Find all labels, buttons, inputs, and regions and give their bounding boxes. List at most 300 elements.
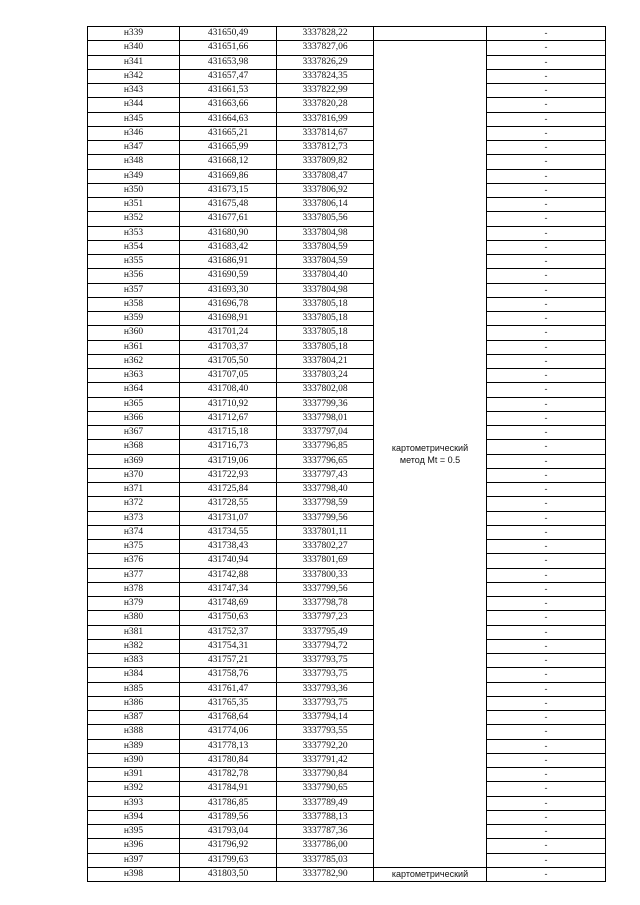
method-cell-empty	[374, 27, 487, 41]
accuracy-cell: -	[487, 354, 606, 368]
x-coordinate-cell: 431738,43	[180, 540, 277, 554]
y-coordinate-cell: 3337787,36	[277, 825, 374, 839]
method-cell	[374, 41, 487, 868]
point-id-cell: н344	[88, 98, 180, 112]
y-coordinate-cell: 3337824,35	[277, 69, 374, 83]
point-id-cell: н347	[88, 141, 180, 155]
point-id-cell: н387	[88, 711, 180, 725]
point-id-cell: н397	[88, 853, 180, 867]
y-coordinate-cell: 3337790,84	[277, 768, 374, 782]
y-coordinate-cell: 3337802,08	[277, 383, 374, 397]
point-id-cell: н369	[88, 454, 180, 468]
point-id-cell: н351	[88, 198, 180, 212]
y-coordinate-cell: 3337782,90	[277, 867, 374, 881]
accuracy-cell: -	[487, 240, 606, 254]
y-coordinate-cell: 3337790,65	[277, 782, 374, 796]
x-coordinate-cell: 431731,07	[180, 511, 277, 525]
table-row	[88, 654, 606, 668]
point-id-cell: н340	[88, 41, 180, 55]
accuracy-cell: -	[487, 55, 606, 69]
x-coordinate-cell: 431668,12	[180, 155, 277, 169]
y-coordinate-cell: 3337793,75	[277, 668, 374, 682]
table-row	[88, 126, 606, 140]
accuracy-cell: -	[487, 84, 606, 98]
y-coordinate-cell: 3337812,73	[277, 141, 374, 155]
point-id-cell: н379	[88, 597, 180, 611]
point-id-cell: н356	[88, 269, 180, 283]
y-coordinate-cell: 3337796,85	[277, 440, 374, 454]
y-coordinate-cell: 3337804,21	[277, 354, 374, 368]
x-coordinate-cell: 431701,24	[180, 326, 277, 340]
method-cell-last: картометрический	[374, 867, 487, 881]
y-coordinate-cell: 3337805,56	[277, 212, 374, 226]
point-id-cell: н346	[88, 126, 180, 140]
x-coordinate-cell: 431661,53	[180, 84, 277, 98]
x-coordinate-cell: 431774,06	[180, 725, 277, 739]
accuracy-cell: -	[487, 825, 606, 839]
table-row	[88, 839, 606, 853]
y-coordinate-cell: 3337797,43	[277, 468, 374, 482]
accuracy-cell: -	[487, 198, 606, 212]
point-id-cell: н385	[88, 682, 180, 696]
table-row	[88, 55, 606, 69]
point-id-cell: н358	[88, 297, 180, 311]
accuracy-cell: -	[487, 112, 606, 126]
table-row	[88, 354, 606, 368]
table-row	[88, 597, 606, 611]
y-coordinate-cell: 3337793,36	[277, 682, 374, 696]
y-coordinate-cell: 3337788,13	[277, 810, 374, 824]
x-coordinate-cell: 431752,37	[180, 625, 277, 639]
table-row	[88, 98, 606, 112]
table-row	[88, 212, 606, 226]
accuracy-cell: -	[487, 169, 606, 183]
x-coordinate-cell: 431696,78	[180, 297, 277, 311]
x-coordinate-cell: 431780,84	[180, 753, 277, 767]
accuracy-cell: -	[487, 682, 606, 696]
accuracy-cell: -	[487, 126, 606, 140]
x-coordinate-cell: 431728,55	[180, 497, 277, 511]
table-row	[88, 255, 606, 269]
y-coordinate-cell: 3337799,56	[277, 582, 374, 596]
y-coordinate-cell: 3337805,18	[277, 312, 374, 326]
table-row	[88, 782, 606, 796]
x-coordinate-cell: 431742,88	[180, 568, 277, 582]
x-coordinate-cell: 431786,85	[180, 796, 277, 810]
x-coordinate-cell: 431725,84	[180, 483, 277, 497]
y-coordinate-cell: 3337798,78	[277, 597, 374, 611]
table-row	[88, 69, 606, 83]
point-id-cell: н345	[88, 112, 180, 126]
y-coordinate-cell: 3337806,14	[277, 198, 374, 212]
x-coordinate-cell: 431793,04	[180, 825, 277, 839]
point-id-cell: н392	[88, 782, 180, 796]
y-coordinate-cell: 3337801,69	[277, 554, 374, 568]
table-row	[88, 155, 606, 169]
accuracy-cell: -	[487, 383, 606, 397]
accuracy-cell: -	[487, 155, 606, 169]
table-row	[88, 696, 606, 710]
table-row	[88, 725, 606, 739]
accuracy-cell: -	[487, 426, 606, 440]
x-coordinate-cell: 431750,63	[180, 611, 277, 625]
point-id-cell: н381	[88, 625, 180, 639]
x-coordinate-cell: 431712,67	[180, 411, 277, 425]
accuracy-cell: -	[487, 810, 606, 824]
y-coordinate-cell: 3337791,42	[277, 753, 374, 767]
y-coordinate-cell: 3337804,59	[277, 255, 374, 269]
point-id-cell: н390	[88, 753, 180, 767]
point-id-cell: н377	[88, 568, 180, 582]
table-row	[88, 582, 606, 596]
table-row	[88, 711, 606, 725]
accuracy-cell: -	[487, 27, 606, 41]
point-id-cell: н393	[88, 796, 180, 810]
accuracy-cell: -	[487, 397, 606, 411]
point-id-cell: н372	[88, 497, 180, 511]
table-row	[88, 397, 606, 411]
point-id-cell: н353	[88, 226, 180, 240]
table-row	[88, 169, 606, 183]
y-coordinate-cell: 3337814,67	[277, 126, 374, 140]
table-row	[88, 141, 606, 155]
y-coordinate-cell: 3337797,23	[277, 611, 374, 625]
accuracy-cell: -	[487, 753, 606, 767]
y-coordinate-cell: 3337820,28	[277, 98, 374, 112]
accuracy-cell: -	[487, 625, 606, 639]
point-id-cell: н398	[88, 867, 180, 881]
y-coordinate-cell: 3337804,98	[277, 226, 374, 240]
y-coordinate-cell: 3337799,56	[277, 511, 374, 525]
table-row	[88, 383, 606, 397]
x-coordinate-cell: 431657,47	[180, 69, 277, 83]
table-row	[88, 639, 606, 653]
table-row	[88, 796, 606, 810]
x-coordinate-cell: 431664,63	[180, 112, 277, 126]
accuracy-cell: -	[487, 183, 606, 197]
table-row	[88, 682, 606, 696]
x-coordinate-cell: 431784,91	[180, 782, 277, 796]
point-id-cell: н370	[88, 468, 180, 482]
y-coordinate-cell: 3337785,03	[277, 853, 374, 867]
point-id-cell: н348	[88, 155, 180, 169]
accuracy-cell: -	[487, 497, 606, 511]
point-id-cell: н366	[88, 411, 180, 425]
point-id-cell: н368	[88, 440, 180, 454]
y-coordinate-cell: 3337799,36	[277, 397, 374, 411]
accuracy-cell: -	[487, 796, 606, 810]
y-coordinate-cell: 3337793,75	[277, 654, 374, 668]
x-coordinate-cell: 431768,64	[180, 711, 277, 725]
point-id-cell: н371	[88, 483, 180, 497]
x-coordinate-cell: 431683,42	[180, 240, 277, 254]
accuracy-cell: -	[487, 511, 606, 525]
table-row	[88, 240, 606, 254]
table-row	[88, 340, 606, 354]
table-row	[88, 853, 606, 867]
point-id-cell: н357	[88, 283, 180, 297]
x-coordinate-cell: 431703,37	[180, 340, 277, 354]
y-coordinate-cell: 3337805,18	[277, 326, 374, 340]
coordinates-table	[87, 26, 606, 882]
accuracy-cell: -	[487, 269, 606, 283]
y-coordinate-cell: 3337792,20	[277, 739, 374, 753]
accuracy-cell: -	[487, 540, 606, 554]
accuracy-cell: -	[487, 468, 606, 482]
table-row	[88, 198, 606, 212]
point-id-cell: н355	[88, 255, 180, 269]
accuracy-cell: -	[487, 739, 606, 753]
x-coordinate-cell: 431698,91	[180, 312, 277, 326]
y-coordinate-cell: 3337786,00	[277, 839, 374, 853]
accuracy-cell: -	[487, 768, 606, 782]
y-coordinate-cell: 3337816,99	[277, 112, 374, 126]
y-coordinate-cell: 3337793,75	[277, 696, 374, 710]
x-coordinate-cell: 431663,66	[180, 98, 277, 112]
y-coordinate-cell: 3337802,27	[277, 540, 374, 554]
x-coordinate-cell: 431707,05	[180, 369, 277, 383]
accuracy-cell: -	[487, 782, 606, 796]
table-row	[88, 497, 606, 511]
y-coordinate-cell: 3337801,11	[277, 525, 374, 539]
x-coordinate-cell: 431680,90	[180, 226, 277, 240]
point-id-cell: н360	[88, 326, 180, 340]
accuracy-cell: -	[487, 255, 606, 269]
x-coordinate-cell: 431765,35	[180, 696, 277, 710]
point-id-cell: н362	[88, 354, 180, 368]
point-id-cell: н375	[88, 540, 180, 554]
y-coordinate-cell: 3337804,59	[277, 240, 374, 254]
accuracy-cell: -	[487, 639, 606, 653]
y-coordinate-cell: 3337826,29	[277, 55, 374, 69]
table-row	[88, 183, 606, 197]
y-coordinate-cell: 3337797,04	[277, 426, 374, 440]
x-coordinate-cell: 431782,78	[180, 768, 277, 782]
table-row	[88, 326, 606, 340]
accuracy-cell: -	[487, 312, 606, 326]
method-label-line2: метод Mt = 0.5	[399, 455, 461, 465]
table-row	[88, 426, 606, 440]
table-row	[88, 768, 606, 782]
point-id-cell: н349	[88, 169, 180, 183]
accuracy-cell: -	[487, 582, 606, 596]
point-id-cell: н386	[88, 696, 180, 710]
x-coordinate-cell: 431677,61	[180, 212, 277, 226]
point-id-cell: н367	[88, 426, 180, 440]
point-id-cell: н359	[88, 312, 180, 326]
accuracy-cell: -	[487, 98, 606, 112]
accuracy-cell: -	[487, 226, 606, 240]
table-row	[88, 312, 606, 326]
x-coordinate-cell: 431675,48	[180, 198, 277, 212]
x-coordinate-cell: 431653,98	[180, 55, 277, 69]
table-row	[88, 554, 606, 568]
y-coordinate-cell: 3337822,99	[277, 84, 374, 98]
point-id-cell: н339	[88, 27, 180, 41]
point-id-cell: н350	[88, 183, 180, 197]
accuracy-cell: -	[487, 41, 606, 55]
accuracy-cell: -	[487, 668, 606, 682]
point-id-cell: н383	[88, 654, 180, 668]
accuracy-cell: -	[487, 483, 606, 497]
point-id-cell: н396	[88, 839, 180, 853]
table-row	[88, 440, 606, 454]
accuracy-cell: -	[487, 597, 606, 611]
table-row	[88, 411, 606, 425]
accuracy-cell: -	[487, 454, 606, 468]
table-row	[88, 41, 606, 55]
point-id-cell: н380	[88, 611, 180, 625]
table-row	[88, 611, 606, 625]
x-coordinate-cell: 431650,49	[180, 27, 277, 41]
accuracy-cell: -	[487, 568, 606, 582]
x-coordinate-cell: 431719,06	[180, 454, 277, 468]
y-coordinate-cell: 3337795,49	[277, 625, 374, 639]
x-coordinate-cell: 431803,50	[180, 867, 277, 881]
accuracy-cell: -	[487, 867, 606, 881]
point-id-cell: н341	[88, 55, 180, 69]
accuracy-cell: -	[487, 554, 606, 568]
x-coordinate-cell: 431665,21	[180, 126, 277, 140]
y-coordinate-cell: 3337805,18	[277, 297, 374, 311]
table-row	[88, 511, 606, 525]
x-coordinate-cell: 431715,18	[180, 426, 277, 440]
point-id-cell: н378	[88, 582, 180, 596]
accuracy-cell: -	[487, 411, 606, 425]
y-coordinate-cell: 3337804,98	[277, 283, 374, 297]
y-coordinate-cell: 3337805,18	[277, 340, 374, 354]
x-coordinate-cell: 431778,13	[180, 739, 277, 753]
x-coordinate-cell: 431757,21	[180, 654, 277, 668]
table-row	[88, 568, 606, 582]
x-coordinate-cell: 431708,40	[180, 383, 277, 397]
x-coordinate-cell: 431693,30	[180, 283, 277, 297]
x-coordinate-cell: 431705,50	[180, 354, 277, 368]
point-id-cell: н373	[88, 511, 180, 525]
accuracy-cell: -	[487, 839, 606, 853]
accuracy-cell: -	[487, 369, 606, 383]
point-id-cell: н394	[88, 810, 180, 824]
table-row	[88, 112, 606, 126]
x-coordinate-cell: 431716,73	[180, 440, 277, 454]
accuracy-cell: -	[487, 654, 606, 668]
x-coordinate-cell: 431747,34	[180, 582, 277, 596]
point-id-cell: н342	[88, 69, 180, 83]
table-row	[88, 525, 606, 539]
point-id-cell: н363	[88, 369, 180, 383]
accuracy-cell: -	[487, 69, 606, 83]
y-coordinate-cell: 3337798,01	[277, 411, 374, 425]
point-id-cell: н365	[88, 397, 180, 411]
accuracy-cell: -	[487, 283, 606, 297]
table-row	[88, 739, 606, 753]
accuracy-cell: -	[487, 611, 606, 625]
x-coordinate-cell: 431722,93	[180, 468, 277, 482]
y-coordinate-cell: 3337804,40	[277, 269, 374, 283]
point-id-cell: н343	[88, 84, 180, 98]
table-row	[88, 867, 606, 881]
y-coordinate-cell: 3337789,49	[277, 796, 374, 810]
table-row	[88, 226, 606, 240]
y-coordinate-cell: 3337827,06	[277, 41, 374, 55]
point-id-cell: н391	[88, 768, 180, 782]
x-coordinate-cell: 431686,91	[180, 255, 277, 269]
x-coordinate-cell: 431789,56	[180, 810, 277, 824]
y-coordinate-cell: 3337800,33	[277, 568, 374, 582]
y-coordinate-cell: 3337806,92	[277, 183, 374, 197]
method-label-line1: картометрический	[391, 443, 469, 453]
y-coordinate-cell: 3337809,82	[277, 155, 374, 169]
table-row	[88, 483, 606, 497]
x-coordinate-cell: 431748,69	[180, 597, 277, 611]
accuracy-cell: -	[487, 297, 606, 311]
coordinates-sheet	[87, 26, 606, 882]
x-coordinate-cell: 431796,92	[180, 839, 277, 853]
point-id-cell: н384	[88, 668, 180, 682]
accuracy-cell: -	[487, 340, 606, 354]
x-coordinate-cell: 431690,59	[180, 269, 277, 283]
accuracy-cell: -	[487, 141, 606, 155]
y-coordinate-cell: 3337798,40	[277, 483, 374, 497]
accuracy-cell: -	[487, 853, 606, 867]
accuracy-cell: -	[487, 696, 606, 710]
x-coordinate-cell: 431651,66	[180, 41, 277, 55]
accuracy-cell: -	[487, 212, 606, 226]
x-coordinate-cell: 431740,94	[180, 554, 277, 568]
point-id-cell: н352	[88, 212, 180, 226]
point-id-cell: н388	[88, 725, 180, 739]
coordinates-table-body	[88, 27, 606, 882]
table-row	[88, 84, 606, 98]
table-row	[88, 369, 606, 383]
y-coordinate-cell: 3337794,72	[277, 639, 374, 653]
point-id-cell: н389	[88, 739, 180, 753]
table-row	[88, 27, 606, 41]
y-coordinate-cell: 3337794,14	[277, 711, 374, 725]
table-row	[88, 540, 606, 554]
accuracy-cell: -	[487, 326, 606, 340]
y-coordinate-cell: 3337828,22	[277, 27, 374, 41]
x-coordinate-cell: 431754,31	[180, 639, 277, 653]
y-coordinate-cell: 3337796,65	[277, 454, 374, 468]
accuracy-cell: -	[487, 440, 606, 454]
y-coordinate-cell: 3337798,59	[277, 497, 374, 511]
table-row	[88, 753, 606, 767]
point-id-cell: н361	[88, 340, 180, 354]
point-id-cell: н364	[88, 383, 180, 397]
table-row	[88, 668, 606, 682]
x-coordinate-cell: 431799,63	[180, 853, 277, 867]
table-row	[88, 269, 606, 283]
x-coordinate-cell: 431734,55	[180, 525, 277, 539]
x-coordinate-cell: 431665,99	[180, 141, 277, 155]
x-coordinate-cell: 431761,47	[180, 682, 277, 696]
table-row	[88, 625, 606, 639]
x-coordinate-cell: 431758,76	[180, 668, 277, 682]
point-id-cell: н374	[88, 525, 180, 539]
point-id-cell: н376	[88, 554, 180, 568]
y-coordinate-cell: 3337803,24	[277, 369, 374, 383]
x-coordinate-cell: 431710,92	[180, 397, 277, 411]
x-coordinate-cell: 431669,86	[180, 169, 277, 183]
accuracy-cell: -	[487, 525, 606, 539]
table-row	[88, 283, 606, 297]
y-coordinate-cell: 3337793,55	[277, 725, 374, 739]
table-row	[88, 454, 606, 468]
point-id-cell: н382	[88, 639, 180, 653]
x-coordinate-cell: 431673,15	[180, 183, 277, 197]
y-coordinate-cell: 3337808,47	[277, 169, 374, 183]
